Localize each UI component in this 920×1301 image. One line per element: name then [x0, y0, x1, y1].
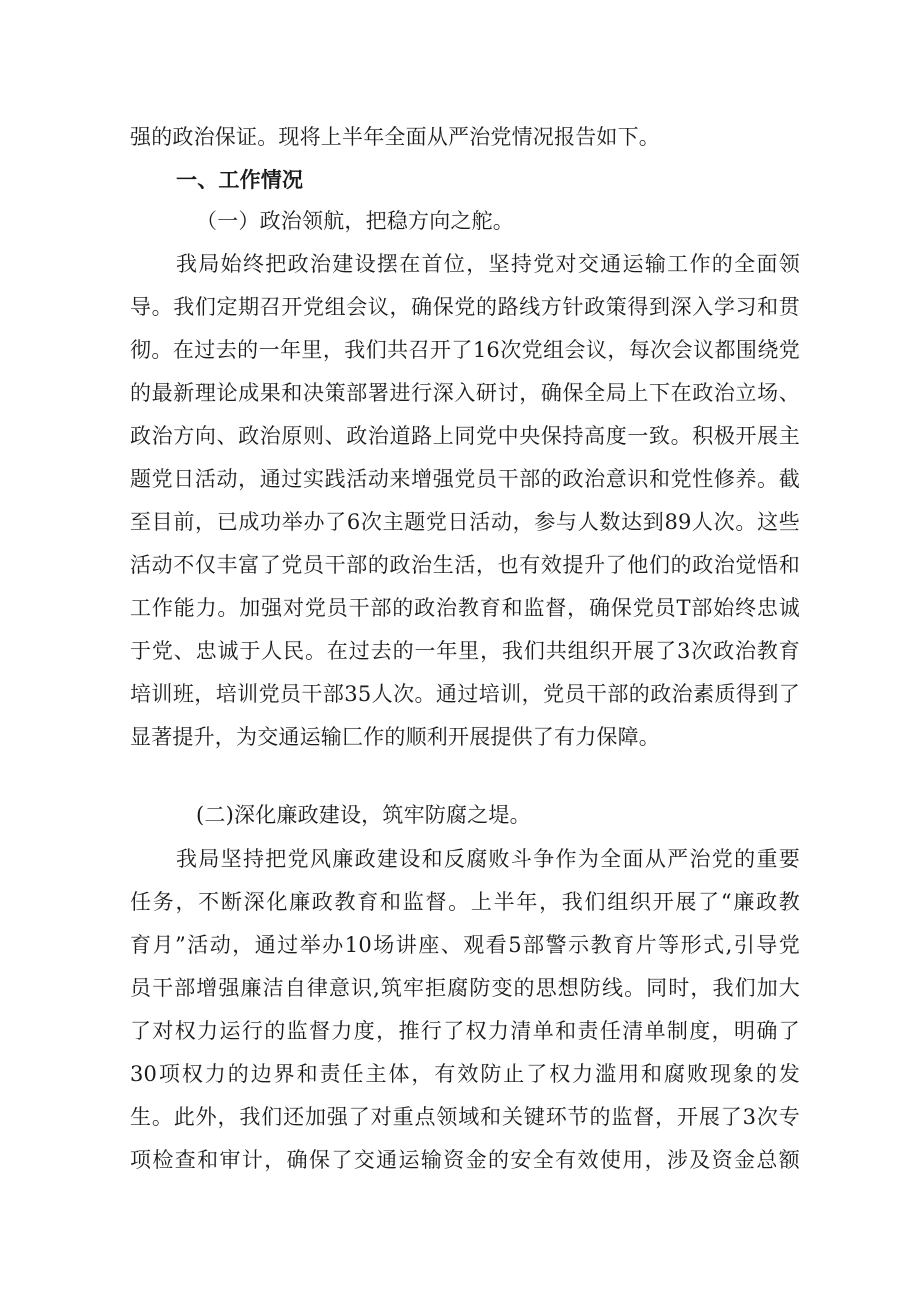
paragraph-line: 显著提升，为交通运输匚作的顺利开展提供了有力保障。 — [130, 725, 660, 749]
paragraph-line: 强的政治保证。现将上半年全面从严治党情况报告如下。 — [130, 125, 660, 149]
paragraph-line: 活动不仅丰富了党员干部的政治生活，也有效提升了他们的政治觉悟和 — [130, 553, 800, 577]
subsection-heading: (二)深化廉政建设，筑牢防腐之堤。 — [196, 803, 531, 827]
section-heading: 一、工作情况 — [176, 168, 304, 192]
paragraph-line: 项检查和审计，确保了交通运输资金的安全有效使用，涉及资金总额 — [130, 1148, 800, 1172]
paragraph-line: 生。此外，我们还加强了对重点领域和关键环节的监督，开展了3次专 — [130, 1105, 800, 1129]
paragraph-line: 培训班，培训党员干部35人次。通过培训，党员干部的政治素质得到了 — [130, 682, 800, 706]
paragraph-line: 我局坚持把党风廉政建设和反腐败斗争作为全面从严治党的重要 — [176, 847, 800, 871]
paragraph-line: 政治方向、政治原则、政治道路上同党中央保持高度一致。积极开展主 — [130, 424, 800, 448]
paragraph-line: 工作能力。加强对党员干部的政治教育和监督，确保党员T部始终忠诚 — [130, 596, 800, 620]
paragraph-line: 我局始终把政治建设摆在首位，坚持党对交通运输工作的全面领 — [176, 252, 800, 276]
paragraph-line: 于党、忠诚于人民。在过去的一年里，我们共组织开展了3次政治教育 — [130, 639, 800, 663]
paragraph-line: 员干部增强廉洁自律意识,筑牢拒腐防变的思想防线。同时，我们加大 — [130, 976, 800, 1000]
paragraph-line: 30项权力的边界和责任主体，有效防止了权力滥用和腐败现象的发 — [130, 1062, 800, 1086]
paragraph-line: 育月”活动，通过举办10场讲座、观看5部警示教育片等形式,引导党 — [130, 933, 800, 957]
subsection-heading: （一）政治领航，把稳方向之舵。 — [196, 209, 514, 233]
paragraph-line: 的最新理论成果和决策部署进行深入研讨，确保全局上下在政治立场、 — [130, 381, 800, 405]
paragraph-line: 彻。在过去的一年里，我们共召开了16次党组会议，每次会议都围绕党 — [130, 338, 800, 362]
paragraph-line: 至目前，已成功举办了6次主题党日活动，参与人数达到89人次。这些 — [130, 510, 800, 534]
paragraph-line: 任务，不断深化廉政教育和监督。上半年，我们组织开展了“廉政教 — [130, 890, 800, 914]
paragraph-line: 了对权力运行的监督力度，推行了权力清单和责任清单制度，明确了 — [130, 1019, 800, 1043]
paragraph-line: 题党日活动，通过实践活动来增强党员干部的政治意识和党性修养。截 — [130, 467, 800, 491]
paragraph-line: 导。我们定期召开党组会议，确保党的路线方针政策得到深入学习和贯 — [130, 295, 800, 319]
